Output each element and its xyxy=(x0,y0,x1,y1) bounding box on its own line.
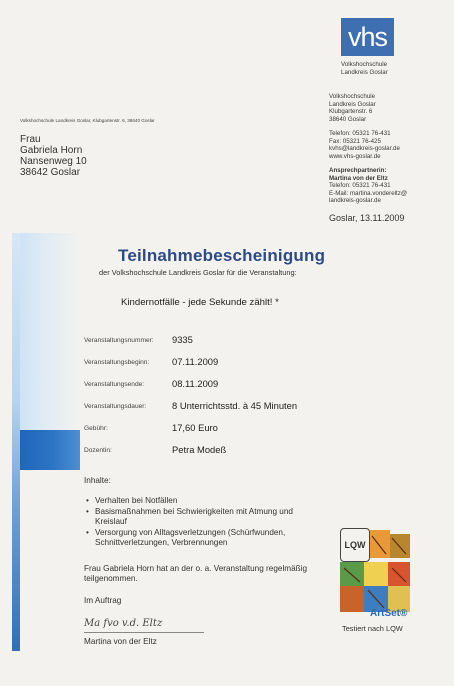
signature: Ma fvo v.d. Eltz xyxy=(84,618,163,629)
page-title: Teilnahmebescheinigung xyxy=(118,246,326,265)
recipient-line: Frau xyxy=(20,134,41,145)
content-list xyxy=(84,496,324,549)
on-behalf: Im Auftrag xyxy=(84,596,122,605)
contact-line: 38640 Goslar xyxy=(329,115,367,123)
list-item: • Basismaßnahmen bei Schwierigkeiten mit Atmung und Kreislauf xyxy=(95,507,324,527)
detail-value: Petra Modeß xyxy=(172,444,227,455)
detail-label: Veranstaltungsbeginn: xyxy=(84,359,150,366)
artset-mosaic-icon xyxy=(340,528,412,618)
signature-line xyxy=(84,632,204,633)
sender-line: Volkshochschule Landkreis Goslar, Klubgartenstr. 6, 38640 Goslar xyxy=(20,118,155,123)
detail-label: Veranstaltungsende: xyxy=(84,381,145,388)
list-item: • Verhalten bei Notfällen xyxy=(95,496,324,506)
recipient-address xyxy=(20,134,87,178)
contact-email: kvhs@landkreis-goslar.de xyxy=(329,145,400,152)
recipient-line: Gabriela Horn xyxy=(20,145,83,156)
recipient-line: Nansenweg 10 xyxy=(20,156,87,167)
contact-person-name: Martina von der Eltz xyxy=(329,174,388,182)
lqw-caption: Testiert nach LQW xyxy=(342,624,403,633)
page-subtitle: der Volkshochschule Landkreis Goslar für die Veranstaltung: xyxy=(99,268,297,277)
left-blue-band xyxy=(12,430,80,470)
contact-person-email: landkreis-goslar.de xyxy=(329,197,381,204)
date-line: Goslar, 13.11.2009 xyxy=(329,213,405,223)
left-edge-bar xyxy=(12,233,20,651)
detail-value: 8 Unterrichtsstd. à 45 Minuten xyxy=(172,400,298,411)
lqw-badge xyxy=(340,528,412,646)
contact-block xyxy=(329,93,407,205)
list-item: • Versorgung von Alltagsverletzungen (Schürfwunden, Schnittverletzungen, Verbrennungen xyxy=(95,528,324,548)
detail-label: Veranstaltungsdauer: xyxy=(84,403,147,410)
contact-person-phone: Telefon: 05321 76-431 xyxy=(329,182,391,189)
artset-brand: ArtSet® xyxy=(370,608,408,619)
contact-person-label: Ansprechpartnerin: xyxy=(329,167,387,174)
detail-label: Gebühr: xyxy=(84,425,108,432)
contact-line: Klubgartenstr. 6 xyxy=(329,108,373,115)
org-name xyxy=(341,61,388,76)
detail-value: 9335 xyxy=(172,334,193,345)
recipient-line: 38642 Goslar xyxy=(20,167,81,178)
detail-value: 17,60 Euro xyxy=(172,422,218,433)
lqw-logo: LQW xyxy=(340,528,370,562)
org-name-line: Landkreis Goslar xyxy=(341,68,388,76)
vhs-logo: vhs xyxy=(341,18,394,56)
detail-label: Dozentin: xyxy=(84,447,112,454)
contact-line: Volkshochschule xyxy=(329,93,376,100)
left-gradient-band xyxy=(12,233,80,430)
detail-value: 07.11.2009 xyxy=(172,356,219,367)
contact-phone: Telefon: 05321 76-431 xyxy=(329,130,391,137)
course-title: Kindernotfälle - jede Sekunde zählt! * xyxy=(121,297,279,308)
statement: Frau Gabriela Horn hat an der o. a. Veranstaltung regelmäßig teilgenommen. xyxy=(84,564,308,583)
contact-line: Landkreis Goslar xyxy=(329,100,376,108)
detail-value: 08.11.2009 xyxy=(172,378,219,389)
signatory-name: Martina von der Eltz xyxy=(84,637,157,646)
detail-label: Veranstaltungsnummer: xyxy=(84,337,154,344)
content-heading: Inhalte: xyxy=(84,476,111,485)
contact-fax: Fax: 05321 76-425 xyxy=(329,137,381,145)
org-name-line: Volkshochschule xyxy=(341,61,388,68)
contact-person-email: E-Mail: martina.vondereltz@ xyxy=(329,189,408,197)
contact-web: www.vhs-goslar.de xyxy=(329,152,381,160)
